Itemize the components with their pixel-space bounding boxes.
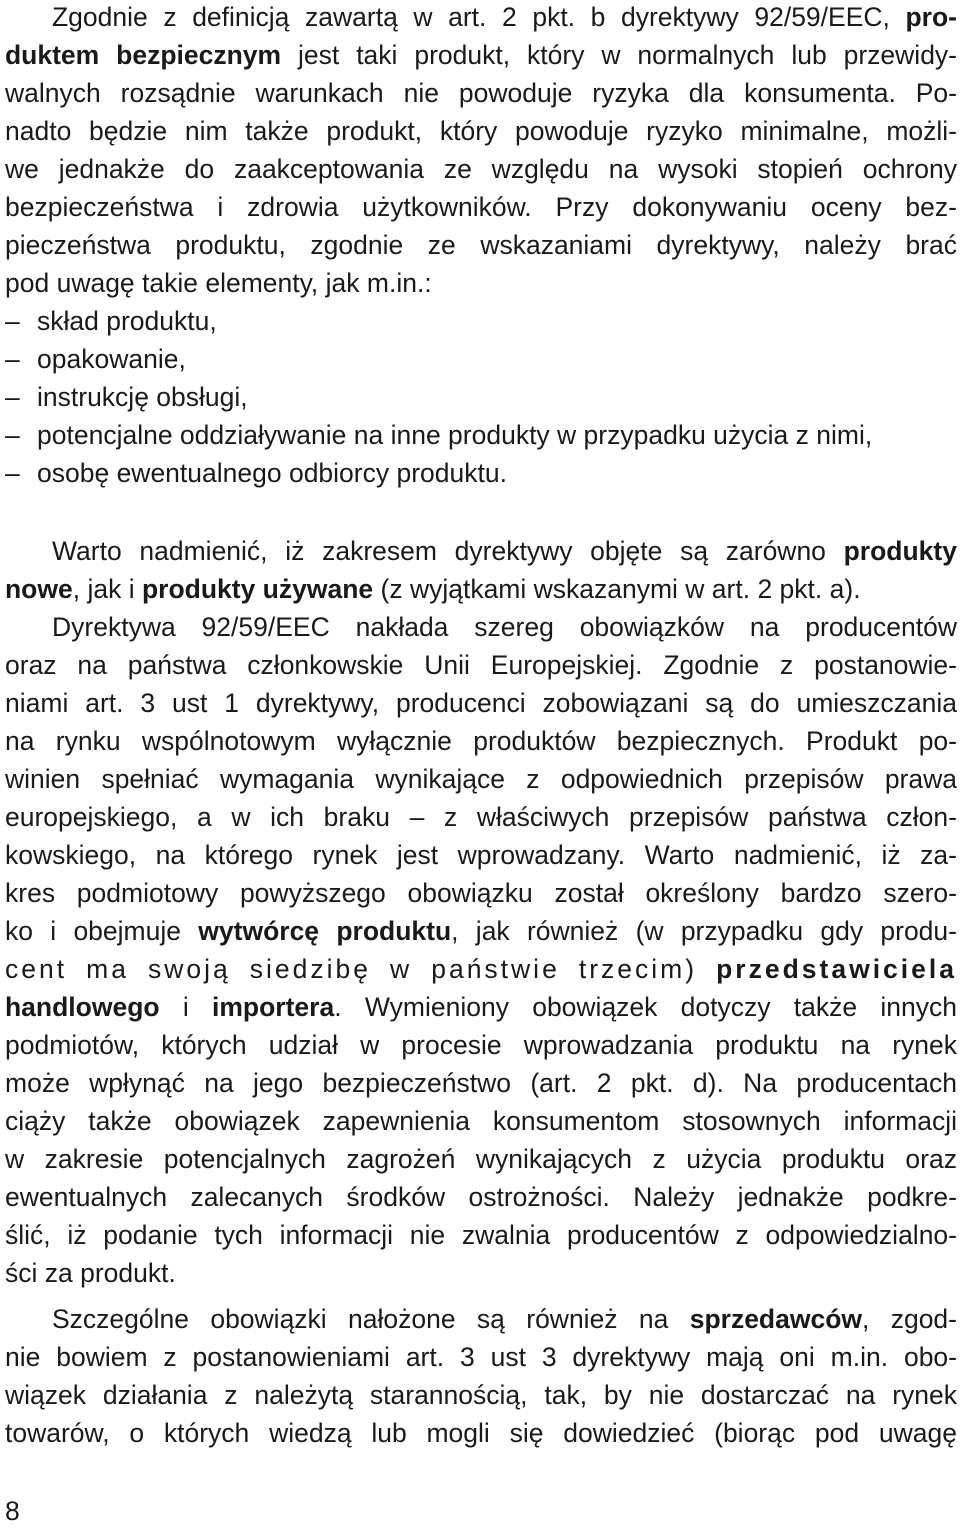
dash-marker: –: [5, 306, 20, 336]
para2-line: [5, 950, 957, 988]
dash-marker: –: [5, 420, 20, 450]
para1-line: we jednakże do zaakceptowania ze względu na wysoki stopień ochrony: [5, 154, 957, 184]
bold-term: handlowego: [5, 992, 160, 1022]
list-item: [5, 302, 217, 340]
bold-term: wytwórcę produktu: [198, 916, 452, 946]
para2-line: ewentualnych zalecanych środków ostrożności. Należy jednakże podkre-: [5, 1182, 957, 1212]
list-item-text: potencjalne oddziaływanie na inne produkty w przypadku użycia z nimi,: [37, 420, 873, 450]
dash-marker: –: [5, 458, 20, 488]
bold-term: pro-: [905, 2, 957, 32]
para1-line: bezpieczeństwa i zdrowia użytkowników. Przy dokonywaniu oceny bez-: [5, 192, 957, 222]
para3-line: nie bowiem z postanowieniami art. 3 ust 3 dyrektywy mają oni m.in. obo-: [5, 1342, 957, 1372]
dash-marker: –: [5, 382, 20, 412]
para1-line: pod uwagę takie elementy, jak m.in.:: [5, 268, 432, 298]
bold-term: nowe: [5, 574, 73, 604]
text-run: , jak również (w przypadku gdy produ-: [451, 916, 957, 946]
bold-term: importera: [212, 992, 335, 1022]
para3-line: towarów, o których wiedzą lub mogli się dowiedzieć (biorąc pod uwagę: [5, 1418, 957, 1448]
list-item: [5, 454, 507, 492]
para2-line: podmiotów, których udział w procesie wprowadzania produktu na rynek: [5, 1030, 957, 1060]
para2-line: winien spełniać wymagania wynikające z odpowiednich przepisów prawa: [5, 764, 957, 794]
text-run: , zgod-: [862, 1304, 957, 1334]
para2-line: [52, 532, 957, 570]
para2-line: niami art. 3 ust 1 dyrektywy, producenci zobowiązani są do umieszczania: [5, 688, 957, 718]
para1-line: walnych rozsądnie warunkach nie powoduje ryzyka dla konsumenta. Po-: [5, 78, 957, 108]
para2-line: ciąży także obowiązek zapewnienia konsumentom stosownych informacji: [5, 1106, 957, 1136]
list-item-text: skład produktu,: [37, 306, 217, 336]
text-run: , jak i: [72, 574, 142, 604]
para2-line: na rynku wspólnotowym wyłącznie produktów bezpiecznych. Produkt po-: [5, 726, 957, 756]
list-item: [5, 416, 872, 454]
para1-line: [52, 0, 957, 36]
bold-term: produkty używane: [141, 574, 374, 604]
para2-line: Dyrektywa 92/59/EEC nakłada szereg obowiązków na producentów: [52, 612, 957, 642]
list-item-text: instrukcję obsługi,: [37, 382, 248, 412]
dash-marker: –: [5, 344, 20, 374]
para2-line: europejskiego, a w ich braku – z właściwych przepisów państwa człon-: [5, 802, 957, 832]
bold-term: produkty: [843, 536, 957, 566]
para2-line: w zakresie potencjalnych zagrożeń wynikających z użycia produktu oraz: [5, 1144, 957, 1174]
text-run: Zgodnie z definicją zawartą w art. 2 pkt. b dyrektywy 92/59/EEC,: [52, 2, 906, 32]
para2-line: kowskiego, na którego rynek jest wprowadzany. Warto nadmienić, iż za-: [5, 840, 957, 870]
text-run: ko i obejmuje: [5, 916, 199, 946]
text-run: (z wyjątkami wskazanymi w art. 2 pkt. a).: [373, 574, 861, 604]
para2-line: oraz na państwa członkowskie Unii Europejskiej. Zgodnie z postanowie-: [5, 650, 957, 680]
para3-line: wiązek działania z należytą starannością, tak, by nie dostarczać na rynek: [5, 1380, 957, 1410]
bold-term: duktem bezpiecznym: [5, 40, 282, 70]
para2-line: ści za produkt.: [5, 1258, 176, 1288]
text-run: jest taki produkt, który w normalnych lub przewidy-: [281, 40, 958, 70]
text-run: Szczególne obowiązki nałożone są również na: [52, 1304, 690, 1334]
para2-line: [5, 570, 861, 608]
text-run: . Wymieniony obowiązek dotyczy także innych: [334, 992, 957, 1022]
para3-line: [52, 1300, 957, 1338]
text-run: cent ma swoją siedzibę w państwie trzecim): [5, 954, 717, 984]
list-item: [5, 378, 248, 416]
para1-line: [5, 36, 957, 74]
bold-term: przedstawiciela: [716, 954, 957, 984]
para2-line: ślić, iż podanie tych informacji nie zwalnia producentów z odpowiedzialno-: [5, 1220, 957, 1250]
para1-line: pieczeństwa produktu, zgodnie ze wskazaniami dyrektywy, należy brać: [5, 230, 957, 260]
para1-line: nadto będzie nim także produkt, który powoduje ryzyko minimalne, możli-: [5, 116, 957, 146]
para2-line: kres podmiotowy powyższego obowiązku został określony bardzo szero-: [5, 878, 957, 908]
list-item-text: opakowanie,: [37, 344, 186, 374]
para2-line: [5, 912, 957, 950]
list-item: [5, 340, 186, 378]
para2-line: może wpłynąć na jego bezpieczeństwo (art. 2 pkt. d). Na producentach: [5, 1068, 957, 1098]
list-item-text: osobę ewentualnego odbiorcy produktu.: [37, 458, 507, 488]
text-run: Warto nadmienić, iż zakresem dyrektywy objęte są zarówno: [52, 536, 844, 566]
page-number: 8: [5, 1496, 20, 1526]
para2-line: [5, 988, 957, 1026]
bold-term: sprzedawców: [689, 1304, 863, 1334]
text-run: i: [159, 992, 212, 1022]
